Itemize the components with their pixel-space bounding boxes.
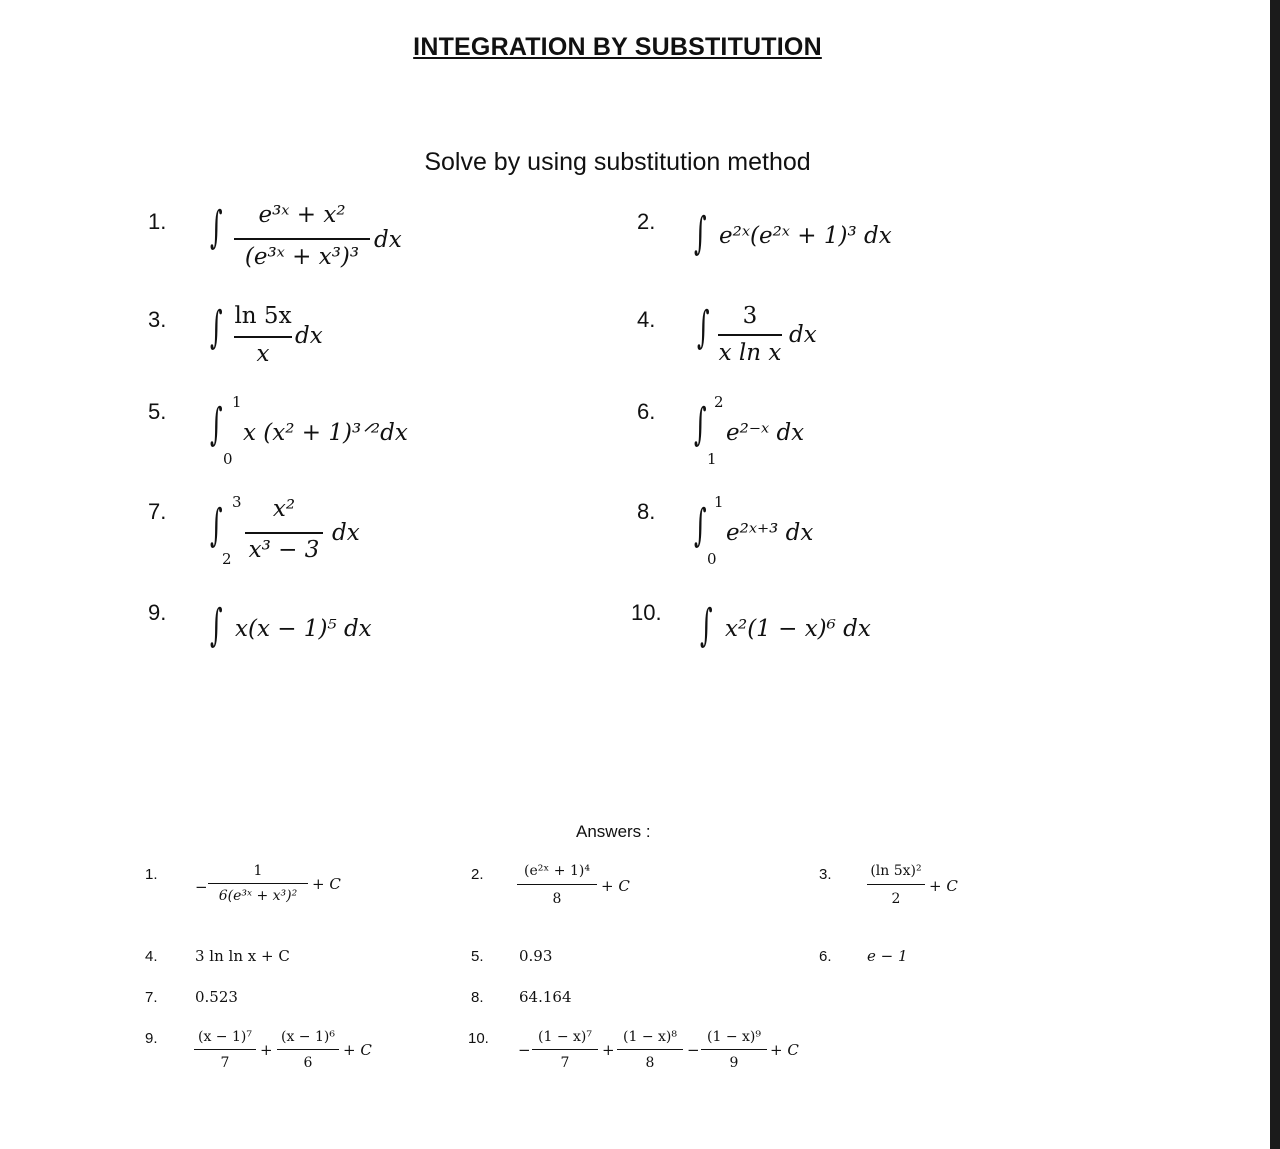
integral-sign: ∫ (210, 302, 223, 353)
integral-sign: ∫ (694, 399, 707, 450)
fraction-denominator: x ln x (718, 340, 782, 366)
integral-sign: ∫ (210, 202, 223, 253)
fraction-denominator: (e³ˣ + x³)³ (244, 244, 360, 270)
fraction-bar (208, 883, 308, 884)
integral-sign: ∫ (694, 500, 707, 551)
answer-constant: + C (770, 1041, 799, 1059)
answer-number: 2. (471, 866, 484, 883)
question-number: 3. (148, 307, 167, 332)
answer-number: 7. (145, 989, 158, 1006)
fraction-bar (277, 1049, 339, 1050)
integrand: e²ˣ⁺³ dx (726, 520, 814, 546)
integrand: x²(1 − x)⁶ dx (725, 616, 871, 642)
lower-limit: 0 (223, 450, 233, 468)
answer-constant: + C (929, 877, 958, 895)
answer-value: 0.93 (519, 947, 553, 965)
answer-number: 10. (468, 1030, 489, 1047)
answer-sign: − (518, 1041, 531, 1059)
answer-number: 8. (471, 989, 484, 1006)
answer-denominator: 6 (303, 1055, 313, 1071)
question-number: 10. (631, 600, 662, 625)
question-number: 9. (148, 600, 167, 625)
answer-number: 4. (145, 948, 158, 965)
differential: dx (789, 322, 817, 348)
integrand: e²ˣ(e²ˣ + 1)³ dx (719, 223, 892, 249)
answer-constant: + C (601, 877, 630, 895)
answer-numerator: (x − 1)⁷ (198, 1029, 252, 1045)
question-number: 5. (148, 399, 167, 424)
fraction-bar (245, 532, 323, 534)
answer-sign: − (195, 878, 208, 896)
question-number: 8. (637, 499, 656, 524)
upper-limit: 3 (232, 493, 242, 511)
fraction-bar (701, 1049, 767, 1050)
differential: dx (332, 520, 360, 546)
fraction-bar (532, 1049, 598, 1050)
question-number: 2. (637, 209, 656, 234)
answer-denominator: 8 (552, 891, 562, 907)
integral-sign: ∫ (700, 600, 713, 651)
fraction-bar (234, 238, 370, 240)
upper-limit: 1 (232, 393, 242, 411)
answer-denominator: 6(e³ˣ + x³)² (218, 888, 298, 904)
answer-number: 1. (145, 866, 158, 883)
answer-value: 64.164 (519, 988, 572, 1006)
fraction-numerator: 3 (742, 303, 758, 329)
answer-denominator: 8 (645, 1055, 655, 1071)
integral-sign: ∫ (210, 399, 223, 450)
fraction-denominator: x (256, 341, 270, 367)
answer-number: 6. (819, 948, 832, 965)
integral-sign: ∫ (697, 302, 710, 353)
fraction-numerator: ln 5x (234, 303, 292, 329)
answer-number: 5. (471, 948, 484, 965)
fraction-numerator: e³ˣ + x² (258, 202, 346, 228)
answer-operator: − (687, 1041, 700, 1059)
answer-value: 0.523 (195, 988, 238, 1006)
fraction-bar (194, 1049, 256, 1050)
instruction-text: Solve by using substitution method (424, 148, 811, 176)
answer-operator: + (260, 1041, 273, 1059)
differential: dx (295, 323, 323, 349)
fraction-numerator: x² (272, 496, 296, 522)
answer-numerator: (1 − x)⁹ (707, 1029, 761, 1045)
lower-limit: 1 (707, 450, 717, 468)
integrand: x(x − 1)⁵ dx (235, 616, 372, 642)
answer-numerator: (1 − x)⁸ (623, 1029, 677, 1045)
answer-numerator: 1 (253, 863, 263, 879)
fraction-bar (867, 884, 925, 885)
answer-denominator: 7 (560, 1055, 570, 1071)
differential: dx (374, 227, 402, 253)
answer-denominator: 2 (891, 891, 901, 907)
page-title: INTEGRATION BY SUBSTITUTION (413, 33, 822, 61)
answer-value: 3 ln ln x + C (195, 947, 290, 965)
integrand: x (x² + 1)³ᐟ²dx (243, 420, 408, 446)
question-number: 4. (637, 307, 656, 332)
lower-limit: 0 (707, 550, 717, 568)
upper-limit: 2 (714, 393, 724, 411)
question-number: 7. (148, 499, 167, 524)
integral-sign: ∫ (210, 600, 223, 651)
fraction-denominator: x³ − 3 (248, 537, 320, 563)
lower-limit: 2 (222, 550, 232, 568)
answer-numerator: (ln 5x)² (870, 863, 922, 879)
answer-constant: + C (312, 875, 341, 893)
answer-numerator: (e²ˣ + 1)⁴ (524, 863, 590, 879)
question-number: 6. (637, 399, 656, 424)
question-number: 1. (148, 209, 167, 234)
fraction-bar (718, 334, 782, 336)
answer-number: 3. (819, 866, 832, 883)
integral-sign: ∫ (694, 208, 707, 259)
fraction-bar (234, 336, 292, 338)
answers-heading: Answers : (576, 822, 651, 841)
fraction-bar (617, 1049, 683, 1050)
integral-sign: ∫ (210, 500, 223, 551)
upper-limit: 1 (714, 493, 724, 511)
answer-constant: + C (343, 1041, 372, 1059)
answer-operator: + (602, 1041, 615, 1059)
answer-denominator: 7 (220, 1055, 230, 1071)
answer-numerator: (x − 1)⁶ (281, 1029, 335, 1045)
integrand: e²⁻ˣ dx (726, 420, 805, 446)
answer-numerator: (1 − x)⁷ (538, 1029, 592, 1045)
answer-denominator: 9 (729, 1055, 739, 1071)
fraction-bar (517, 884, 597, 885)
answer-number: 9. (145, 1030, 158, 1047)
page-edge (1270, 0, 1280, 1149)
answer-value: e − 1 (867, 947, 908, 965)
